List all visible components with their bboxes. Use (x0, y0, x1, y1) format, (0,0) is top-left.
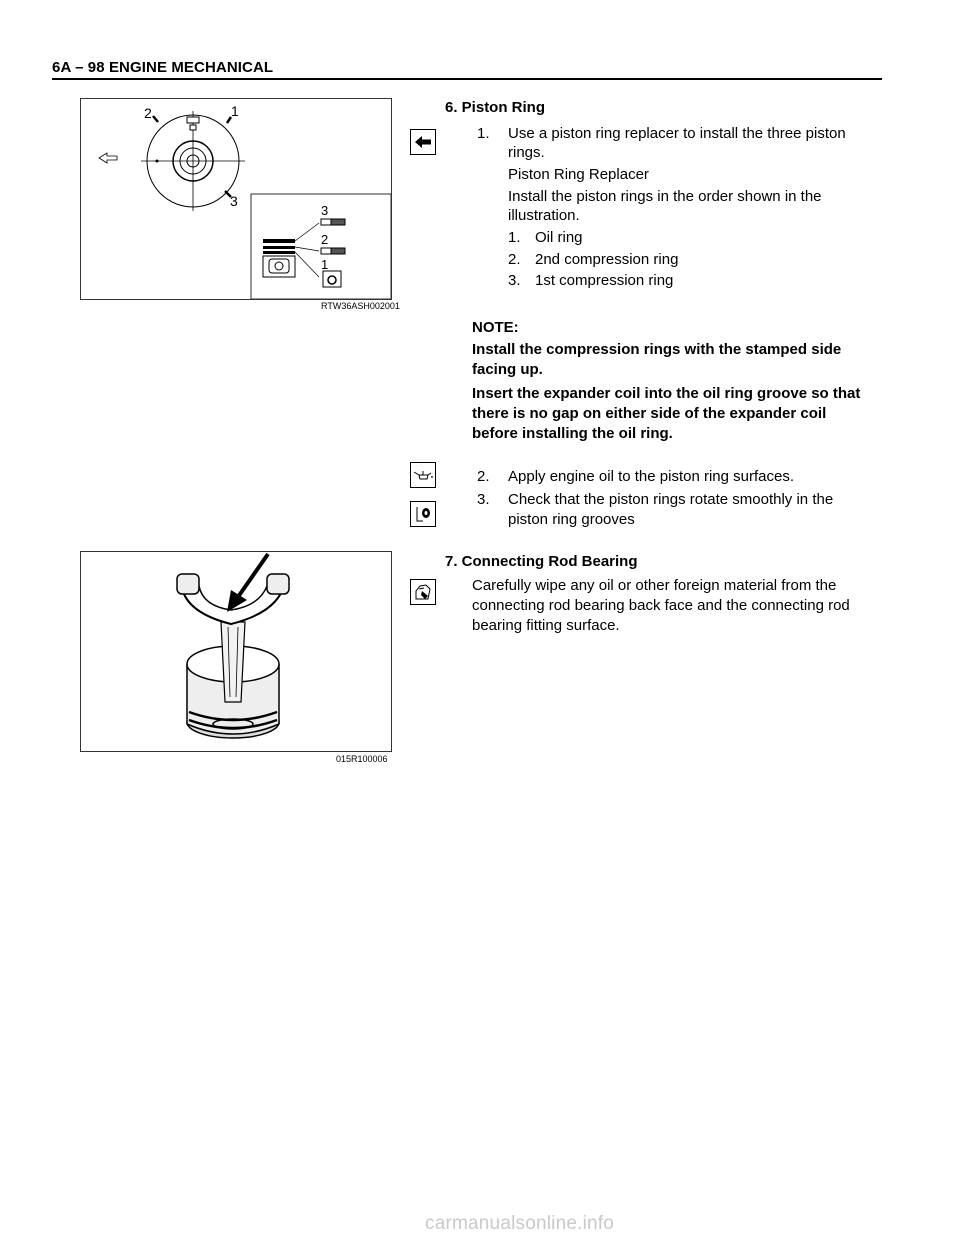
install-icon (410, 129, 436, 155)
figure-label-3: 3 (230, 193, 238, 209)
oil-can-icon (410, 462, 436, 488)
inset-label-3: 3 (321, 203, 329, 218)
note-1-line1: Install the compression rings with the stamped side (472, 341, 842, 358)
figure-label-2: 2 (144, 105, 152, 121)
ring-number: 2. (508, 251, 521, 268)
note-1-line2: facing up. (472, 361, 543, 378)
section-7-text-line1: Carefully wipe any oil or other foreign material from the (472, 577, 837, 594)
ring-number: 3. (508, 272, 521, 289)
figure-label-1: 1 (231, 103, 239, 119)
note-2-line2: there is no gap on either side of the expander coil (472, 405, 827, 422)
step-3-text-line2: piston ring grooves (508, 511, 635, 528)
step-2-number: 2. (477, 468, 490, 485)
section-7-text-line2: connecting rod bearing back face and the connecting rod (472, 597, 850, 614)
figure-caption: RTW36ASH002001 (321, 301, 400, 311)
note-2-line1: Insert the expander coil into the oil ring groove so that (472, 385, 861, 402)
step-3-text-line1: Check that the piston rings rotate smoothly in the (508, 491, 834, 508)
clean-icon (410, 579, 436, 605)
order-text-line2: illustration. (508, 207, 580, 224)
step-1-text-line1: Use a piston ring replacer to install the three piston (508, 125, 846, 142)
figure-caption: 015R100006 (336, 754, 388, 764)
ring-label: Oil ring (535, 229, 583, 246)
piston-ring-figure (80, 98, 392, 300)
watermark-text: carmanualsonline.info (425, 1213, 615, 1234)
header-rule (52, 78, 882, 80)
connecting-rod-figure (80, 551, 392, 752)
section-7-text-line3: bearing fitting surface. (472, 617, 620, 634)
note-label: NOTE: (472, 319, 519, 336)
step-1-number: 1. (477, 125, 490, 142)
step-3-number: 3. (477, 491, 490, 508)
note-2-line3: before installing the oil ring. (472, 425, 673, 442)
tool-name: Piston Ring Replacer (508, 166, 649, 183)
ring-label: 2nd compression ring (535, 251, 679, 268)
order-text-line1: Install the piston rings in the order shown in the (508, 188, 822, 205)
step-1-text-line2: rings. (508, 144, 545, 161)
ring-label: 1st compression ring (535, 272, 674, 289)
inset-label-1: 1 (321, 257, 329, 272)
step-2-text: Apply engine oil to the piston ring surfaces. (508, 468, 795, 485)
connecting-rod-illustration (81, 552, 391, 751)
section-title: 7. Connecting Rod Bearing (445, 553, 638, 570)
page-header-title: 6A – 98 ENGINE MECHANICAL (52, 59, 274, 76)
inset-label-2: 2 (321, 232, 329, 247)
section-title: 6. Piston Ring (445, 99, 546, 116)
inspect-icon (410, 501, 436, 527)
ring-number: 1. (508, 229, 521, 246)
